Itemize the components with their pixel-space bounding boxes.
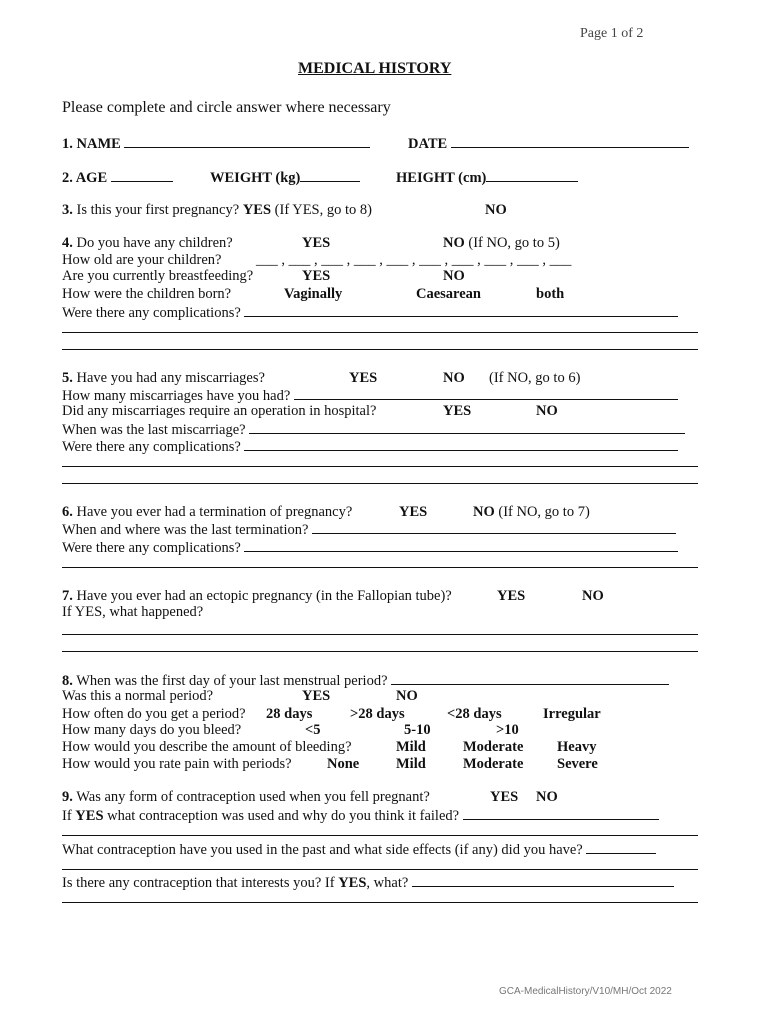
last-termination-field[interactable] bbox=[312, 520, 676, 534]
q4-no-option[interactable]: NO bbox=[443, 235, 465, 251]
q4-complications-label: Were there any complications? bbox=[62, 305, 241, 321]
period-frequency-label: How often do you get a period? bbox=[62, 706, 246, 722]
q1-number: 1. bbox=[62, 136, 73, 152]
period-pain-label: How would you rate pain with periods? bbox=[62, 756, 292, 772]
normal-period-yes-option[interactable]: YES bbox=[302, 688, 331, 704]
ectopic-followup-label: If YES, what happened? bbox=[62, 604, 204, 620]
form-code: GCA-MedicalHistory/V10/MH/Oct 2022 bbox=[499, 986, 672, 997]
weight-field[interactable] bbox=[300, 168, 360, 182]
miscarriage-operation-no-option[interactable]: NO bbox=[536, 403, 558, 419]
contraception-failed-prefix: If bbox=[62, 808, 72, 824]
q5-yes-option[interactable]: YES bbox=[349, 370, 378, 386]
q1-date-row bbox=[408, 134, 689, 153]
age-label: AGE bbox=[75, 170, 108, 186]
contraception-failed-field[interactable] bbox=[463, 806, 659, 820]
birth-both-option[interactable]: both bbox=[536, 286, 565, 302]
q9-yes-option[interactable]: YES bbox=[490, 789, 519, 805]
miscarriage-count-label: How many miscarriages have you had? bbox=[62, 388, 291, 404]
bleeding-amount-label: How would you describe the amount of bleeding? bbox=[62, 739, 352, 755]
name-field[interactable] bbox=[124, 134, 370, 148]
past-contraception-label: What contraception have you used in the past and what side effects (if any) did you have? bbox=[62, 842, 583, 858]
birth-method-label: How were the children born? bbox=[62, 286, 232, 302]
miscarriage-operation-label: Did any miscarriages require an operation in hospital? bbox=[62, 403, 377, 419]
birth-vaginally-option[interactable]: Vaginally bbox=[284, 286, 343, 302]
contraception-interest-label: Is there any contraception that interests you? If bbox=[62, 875, 335, 891]
pain-moderate-option[interactable]: Moderate bbox=[463, 756, 524, 772]
q6-no-note: (If NO, go to 7) bbox=[498, 504, 590, 520]
frequency-28-days-option[interactable]: 28 days bbox=[266, 706, 313, 722]
q4-no-note: (If NO, go to 5) bbox=[468, 235, 560, 251]
normal-period-label: Was this a normal period? bbox=[62, 688, 214, 704]
contraception-failed-row bbox=[62, 806, 659, 825]
q4-complications-row bbox=[62, 303, 678, 322]
q6-number: 6. bbox=[62, 504, 73, 520]
q4-yes-option[interactable]: YES bbox=[302, 235, 331, 251]
q8-question: When was the first day of your last menstrual period? bbox=[76, 673, 388, 689]
q9-question: Was any form of contraception used when you fell pregnant? bbox=[76, 789, 430, 805]
past-contraception-row bbox=[62, 840, 656, 859]
q2-height-row bbox=[396, 168, 578, 187]
q9-answer-line[interactable] bbox=[62, 902, 698, 903]
bleed-less-5-option[interactable]: <5 bbox=[305, 722, 321, 738]
q3-no-option[interactable]: NO bbox=[485, 202, 507, 218]
breastfeeding-label: Are you currently breastfeeding? bbox=[62, 268, 254, 284]
q9-no-option[interactable]: NO bbox=[536, 789, 558, 805]
contraception-interest-field[interactable] bbox=[412, 873, 674, 887]
q5-complications-label: Were there any complications? bbox=[62, 439, 241, 455]
last-termination-label: When and where was the last termination? bbox=[62, 522, 309, 538]
q4-question: Do you have any children? bbox=[76, 235, 233, 251]
q3-number: 3. bbox=[62, 202, 73, 218]
lmp-date-field[interactable] bbox=[391, 671, 669, 685]
q6-complications-label: Were there any complications? bbox=[62, 540, 241, 556]
q6-answer-line[interactable] bbox=[62, 567, 698, 568]
breastfeeding-no-option[interactable]: NO bbox=[443, 268, 465, 284]
q5-number: 5. bbox=[62, 370, 73, 386]
q5-complications-field[interactable] bbox=[244, 437, 678, 451]
q3-yes-note: (If YES, go to 8) bbox=[274, 202, 372, 218]
q2-number: 2. bbox=[62, 170, 73, 186]
frequency-more-28-option[interactable]: >28 days bbox=[350, 706, 405, 722]
q5-answer-line[interactable] bbox=[62, 483, 698, 484]
bleed-5-10-option[interactable]: 5-10 bbox=[404, 722, 431, 738]
q3-question: Is this your first pregnancy? bbox=[76, 202, 240, 218]
q7-no-option[interactable]: NO bbox=[582, 588, 604, 604]
pain-mild-option[interactable]: Mild bbox=[396, 756, 426, 772]
q4-no-group bbox=[443, 235, 560, 252]
q5-complications-row bbox=[62, 437, 678, 456]
q5-answer-line[interactable] bbox=[62, 466, 698, 467]
q7-number: 7. bbox=[62, 588, 73, 604]
height-field[interactable] bbox=[486, 168, 578, 182]
height-label: HEIGHT (cm) bbox=[396, 170, 487, 186]
instructions: Please complete and circle answer where necessary bbox=[62, 99, 391, 116]
q4-number: 4. bbox=[62, 235, 73, 251]
pain-severe-option[interactable]: Severe bbox=[557, 756, 598, 772]
q7-answer-line[interactable] bbox=[62, 651, 698, 652]
frequency-less-28-option[interactable]: <28 days bbox=[447, 706, 502, 722]
q6-question: Have you ever had a termination of pregnancy? bbox=[76, 504, 353, 520]
last-miscarriage-field[interactable] bbox=[249, 420, 685, 434]
name-label: NAME bbox=[76, 136, 121, 152]
q9-row bbox=[62, 789, 430, 806]
q3-yes-option[interactable]: YES bbox=[242, 202, 272, 218]
miscarriage-operation-yes-option[interactable]: YES bbox=[443, 403, 472, 419]
q6-no-group bbox=[473, 504, 590, 521]
q7-answer-line[interactable] bbox=[62, 634, 698, 635]
amount-heavy-option[interactable]: Heavy bbox=[557, 739, 597, 755]
last-termination-row bbox=[62, 520, 676, 539]
q3-row bbox=[62, 202, 372, 219]
birth-caesarean-option[interactable]: Caesarean bbox=[416, 286, 481, 302]
age-field[interactable] bbox=[111, 168, 173, 182]
contraception-interest-suffix: , what? bbox=[366, 875, 409, 891]
contraception-interest-yes: YES bbox=[338, 875, 367, 891]
q5-no-option[interactable]: NO bbox=[443, 370, 465, 386]
date-label: DATE bbox=[408, 136, 448, 152]
bleed-days-label: How many days do you bleed? bbox=[62, 722, 242, 738]
q5-row bbox=[62, 370, 265, 387]
q2-age-row bbox=[62, 168, 173, 187]
q5-question: Have you had any miscarriages? bbox=[76, 370, 265, 386]
page-number: Page 1 of 2 bbox=[580, 26, 644, 41]
q7-row bbox=[62, 588, 452, 605]
contraception-failed-yes: YES bbox=[75, 808, 104, 824]
weight-label: WEIGHT (kg) bbox=[210, 170, 301, 186]
q2-weight-row bbox=[210, 168, 360, 187]
q8-number: 8. bbox=[62, 673, 73, 689]
q4-answer-line[interactable] bbox=[62, 349, 698, 350]
q6-no-option[interactable]: NO bbox=[473, 504, 495, 520]
frequency-irregular-option[interactable]: Irregular bbox=[543, 706, 601, 722]
last-miscarriage-label: When was the last miscarriage? bbox=[62, 422, 246, 438]
date-field[interactable] bbox=[451, 134, 689, 148]
q4-complications-field[interactable] bbox=[244, 303, 678, 317]
miscarriage-count-field[interactable] bbox=[294, 386, 678, 400]
q6-complications-field[interactable] bbox=[244, 538, 678, 552]
bleed-more-10-option[interactable]: >10 bbox=[496, 722, 519, 738]
children-ages-fields[interactable]: ___ , ___ , ___ , ___ , ___ , ___ , ___ , ___ , ___ , ___ bbox=[256, 252, 572, 268]
q9-answer-line[interactable] bbox=[62, 869, 698, 870]
q4-row bbox=[62, 235, 233, 252]
breastfeeding-yes-option[interactable]: YES bbox=[302, 268, 331, 284]
pain-none-option[interactable]: None bbox=[327, 756, 360, 772]
q6-complications-row bbox=[62, 538, 678, 557]
contraception-failed-label: what contraception was used and why do you think it failed? bbox=[107, 808, 460, 824]
children-ages-label: How old are your children? bbox=[62, 252, 222, 268]
q9-number: 9. bbox=[62, 789, 73, 805]
q5-no-note: (If NO, go to 6) bbox=[489, 370, 581, 386]
q7-question: Have you ever had an ectopic pregnancy (in the Fallopian tube)? bbox=[76, 588, 452, 604]
normal-period-no-option[interactable]: NO bbox=[396, 688, 418, 704]
q4-answer-line[interactable] bbox=[62, 332, 698, 333]
contraception-interest-row bbox=[62, 873, 674, 892]
amount-mild-option[interactable]: Mild bbox=[396, 739, 426, 755]
past-contraception-field[interactable] bbox=[586, 840, 656, 854]
q6-row bbox=[62, 504, 352, 521]
q1-name-row bbox=[62, 134, 370, 153]
q7-yes-option[interactable]: YES bbox=[497, 588, 526, 604]
q6-yes-option[interactable]: YES bbox=[399, 504, 428, 520]
page-title: MEDICAL HISTORY bbox=[298, 60, 452, 77]
q9-answer-line[interactable] bbox=[62, 835, 698, 836]
amount-moderate-option[interactable]: Moderate bbox=[463, 739, 524, 755]
